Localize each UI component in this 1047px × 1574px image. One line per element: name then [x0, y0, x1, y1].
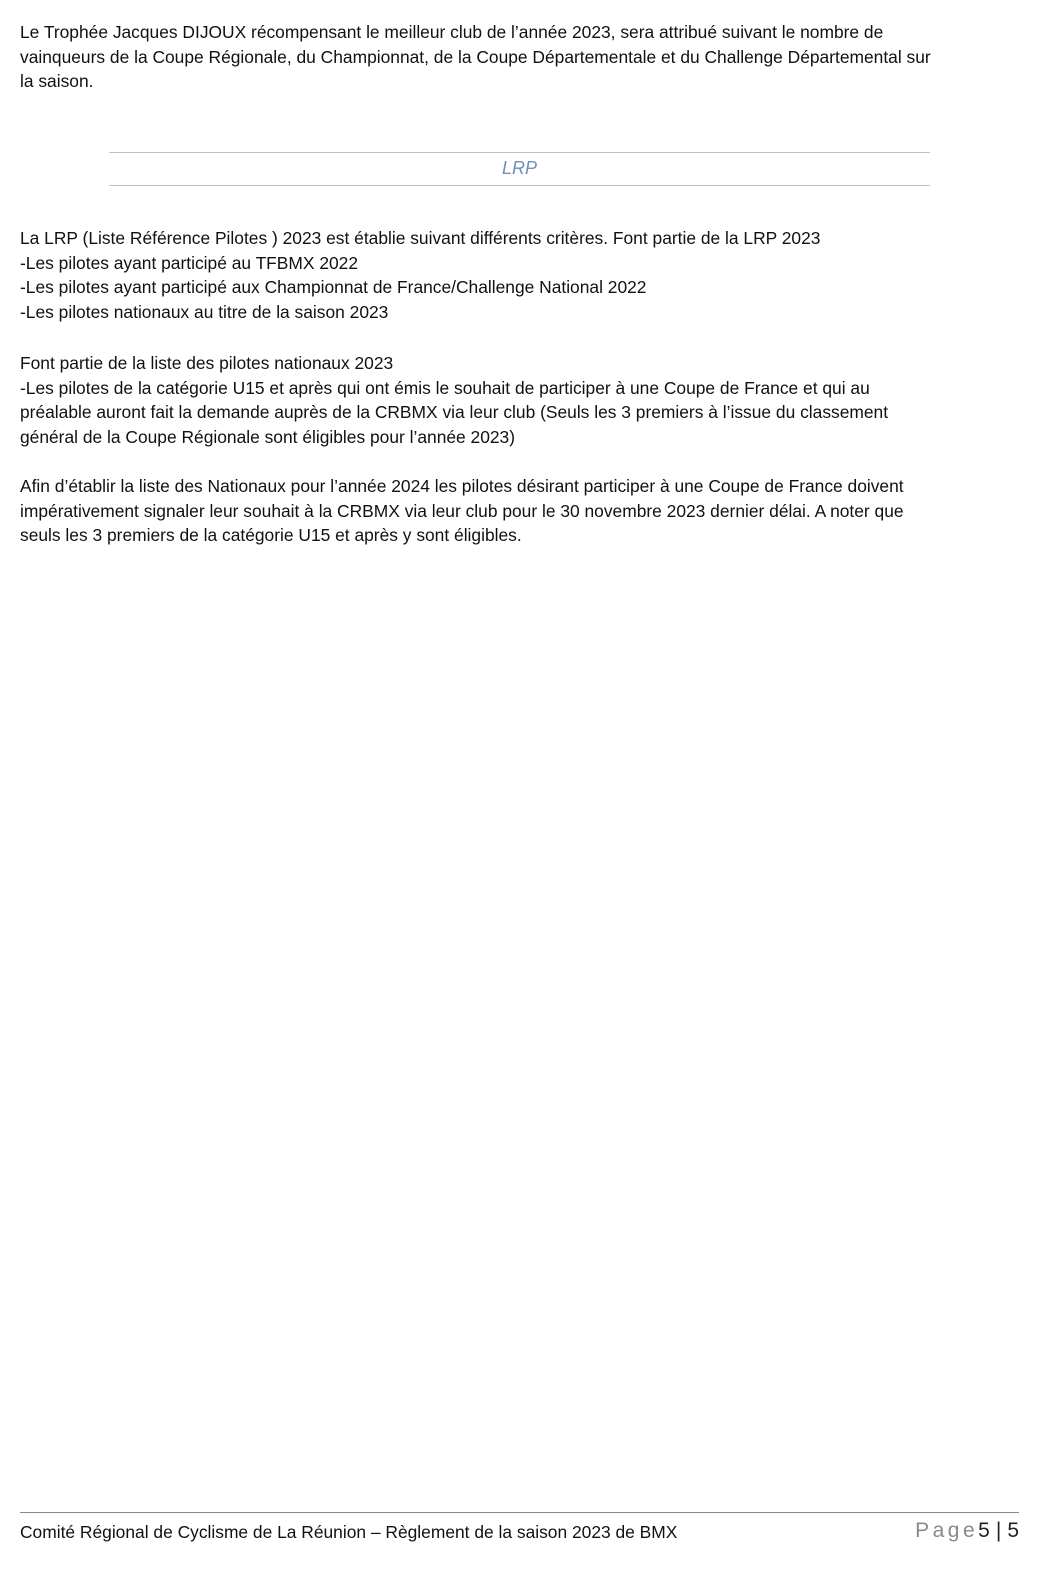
trophy-paragraph	[20, 20, 1020, 94]
lrp-section-heading	[109, 152, 930, 186]
list-item: -Les pilotes nationaux au titre de la saison 2023	[20, 301, 389, 322]
paragraph-line: Font partie de la liste des pilotes nationaux 2023	[20, 353, 394, 373]
current-page-number: 5	[978, 1519, 990, 1542]
list-item: -Les pilotes de la catégorie U15 et après qui ont émis le souhait de participer à une Coupe de France et qui au	[20, 377, 870, 398]
page-label: Page	[915, 1519, 979, 1542]
list-item: -Les pilotes ayant participé au TFBMX 2022	[20, 252, 359, 273]
paragraph-line: général de la Coupe Régionale sont éligibles pour l’année 2023)	[20, 426, 516, 447]
paragraph-line: impérativement signaler leur souhait à la CRBMX via leur club pour le 30 novembre 2023 dernier délai. A noter que	[20, 500, 904, 521]
national-pilots-paragraph	[20, 351, 1020, 449]
paragraph-line: vainqueurs de la Coupe Régionale, du Championnat, de la Coupe Départementale et du Challenge Départemental sur	[20, 46, 931, 67]
paragraph-line: la saison.	[20, 71, 94, 92]
footer-divider	[20, 1512, 1019, 1513]
paragraph-line: Le Trophée Jacques DIJOUX récompensant le meilleur club de l’année 2023, sera attribué suivant le nombre de	[20, 22, 884, 42]
footer-document-title: Comité Régional de Cyclisme de La Réunion – Règlement de la saison 2023 de BMX	[20, 1522, 678, 1542]
paragraph-line: préalable auront fait la demande auprès de la CRBMX via leur club (Seuls les 3 premiers à l’issue du classement	[20, 402, 889, 423]
national-2024-paragraph	[20, 474, 1020, 548]
lrp-paragraph	[20, 226, 1020, 324]
page-separator: |	[995, 1519, 1002, 1542]
section-title: LRP	[501, 158, 537, 178]
paragraph-line: La LRP (Liste Référence Pilotes ) 2023 est établie suivant différents critères. Font partie de la LRP 2023	[20, 228, 821, 248]
footer-page-indicator	[915, 1517, 1019, 1545]
list-item: -Les pilotes ayant participé aux Championnat de France/Challenge National 2022	[20, 277, 647, 298]
paragraph-line: seuls les 3 premiers de la catégorie U15 et après y sont éligibles.	[20, 525, 522, 546]
total-page-number: 5	[1007, 1519, 1019, 1542]
paragraph-line: Afin d’établir la liste des Nationaux pour l’année 2024 les pilotes désirant participer à une Coupe de France doivent	[20, 476, 904, 496]
